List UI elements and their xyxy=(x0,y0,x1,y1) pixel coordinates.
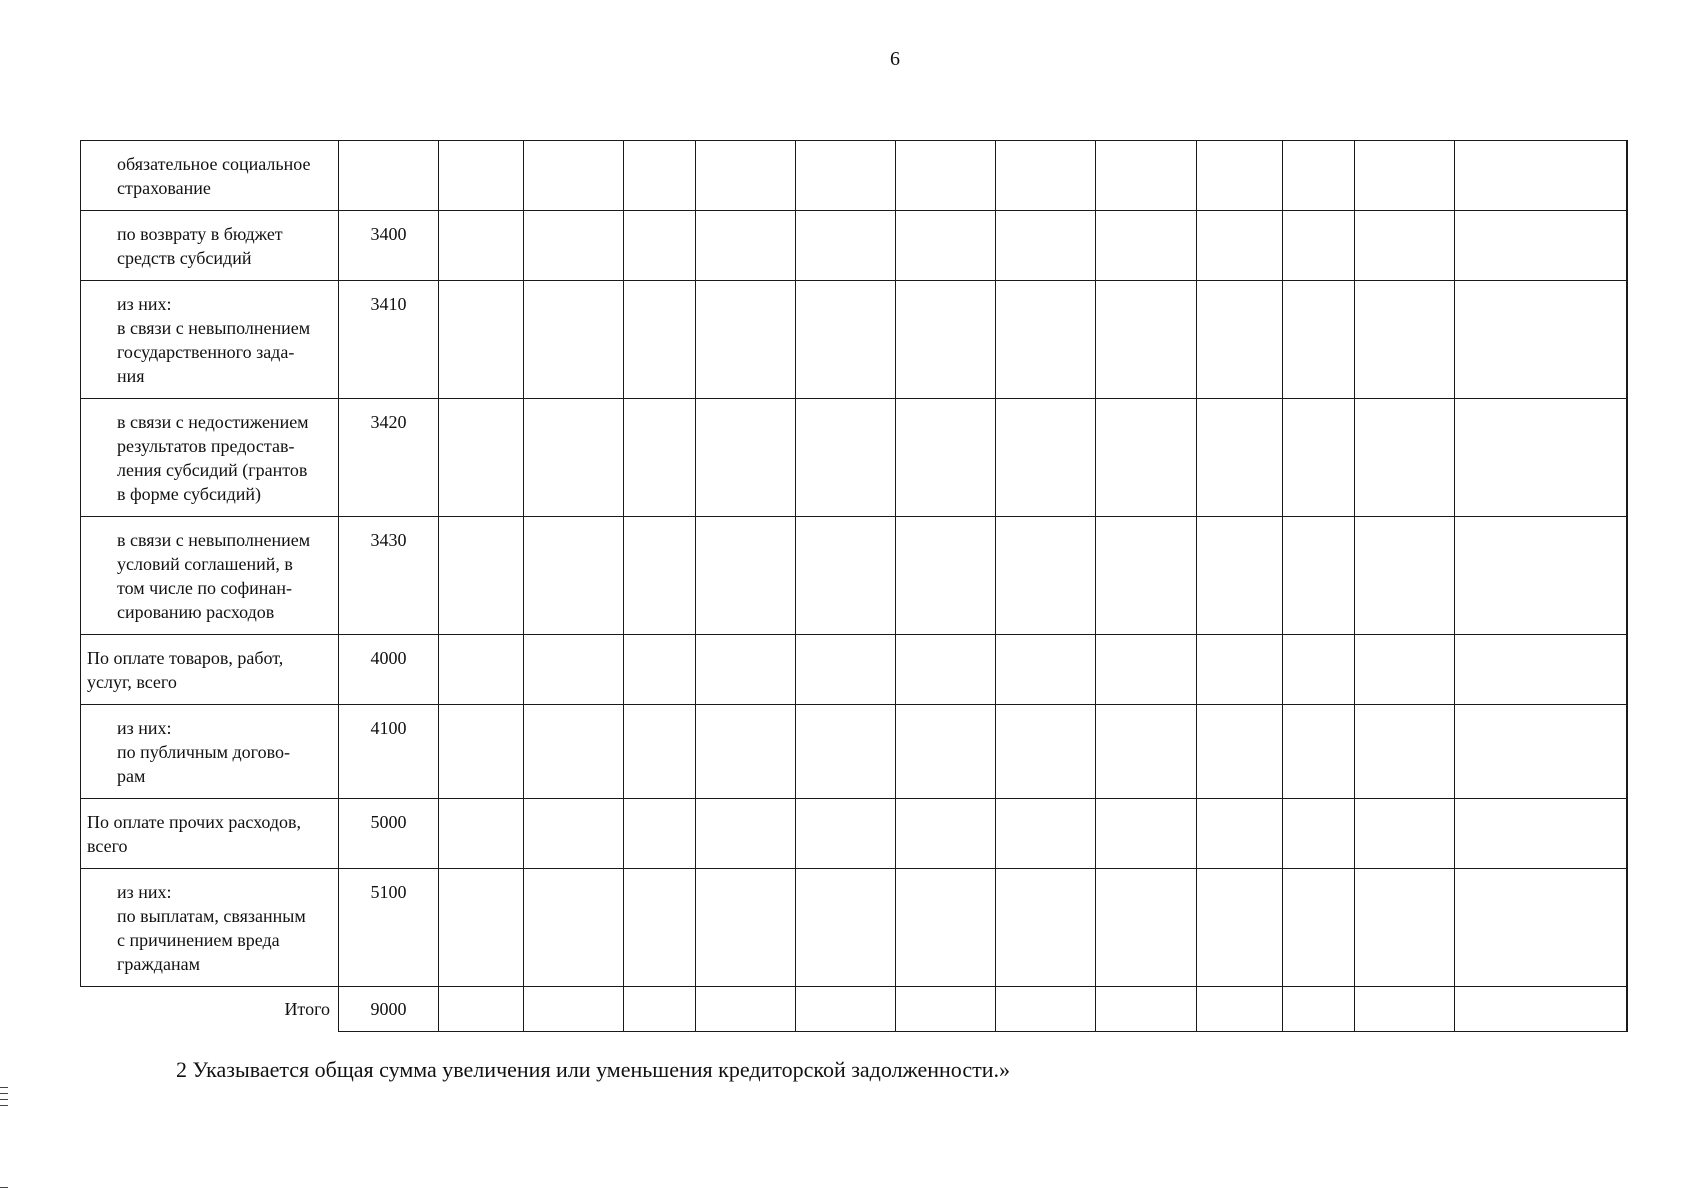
value-cell xyxy=(996,869,1096,987)
row-label-line: из них: xyxy=(117,718,172,738)
value-cell xyxy=(696,987,796,1032)
row-label-line: из них: xyxy=(117,294,172,314)
margin-mark xyxy=(0,1187,8,1188)
row-label-line: страхование xyxy=(117,178,211,198)
total-label: Итого xyxy=(284,999,330,1019)
value-cell xyxy=(1627,869,1628,987)
value-cell xyxy=(996,211,1096,281)
value-cell xyxy=(1355,635,1455,705)
value-cell xyxy=(1627,987,1628,1032)
table-row xyxy=(81,869,1628,987)
value-cell xyxy=(796,211,896,281)
value-cell xyxy=(439,987,524,1032)
row-label-line: гражданам xyxy=(117,954,200,974)
value-cell xyxy=(1627,281,1628,399)
value-cell xyxy=(1197,705,1283,799)
value-cell xyxy=(696,799,796,869)
value-cell xyxy=(1096,517,1197,635)
value-cell xyxy=(524,869,624,987)
row-label-line: из них: xyxy=(117,882,172,902)
row-label xyxy=(81,705,339,799)
table-row xyxy=(81,211,1628,281)
value-cell xyxy=(1627,635,1628,705)
row-code: 9000 xyxy=(339,987,439,1032)
value-cell xyxy=(896,635,996,705)
row-label xyxy=(81,987,339,1032)
row-label-line: в связи с невыполнением xyxy=(117,530,311,550)
value-cell xyxy=(1197,399,1283,517)
value-cell xyxy=(996,635,1096,705)
row-label-line: рам xyxy=(117,766,146,786)
value-cell xyxy=(524,705,624,799)
value-cell xyxy=(1455,281,1627,399)
value-cell xyxy=(1355,211,1455,281)
value-cell xyxy=(1283,211,1355,281)
row-label xyxy=(81,281,339,399)
value-cell xyxy=(439,705,524,799)
value-cell xyxy=(524,141,624,211)
row-label-line: по выплатам, связанным xyxy=(117,906,306,926)
row-label-line: средств субсидий xyxy=(117,248,252,268)
footnote: 2 Указывается общая сумма увеличения или уменьшения кредиторской задолженности.» xyxy=(176,1057,1010,1082)
row-label-line: ления субсидий (грантов xyxy=(117,460,308,480)
value-cell xyxy=(1455,399,1627,517)
value-cell xyxy=(624,799,696,869)
value-cell xyxy=(1455,987,1627,1032)
value-cell xyxy=(1096,869,1197,987)
value-cell xyxy=(1283,141,1355,211)
value-cell xyxy=(624,987,696,1032)
value-cell xyxy=(696,869,796,987)
value-cell xyxy=(524,635,624,705)
row-label-line: По оплате товаров, работ, xyxy=(87,648,284,668)
value-cell xyxy=(1283,987,1355,1032)
value-cell xyxy=(1627,799,1628,869)
value-cell xyxy=(796,799,896,869)
value-cell xyxy=(996,141,1096,211)
value-cell xyxy=(1197,987,1283,1032)
value-cell xyxy=(1283,517,1355,635)
row-label-line: результатов предостав- xyxy=(117,436,295,456)
value-cell xyxy=(1283,635,1355,705)
value-cell xyxy=(439,635,524,705)
value-cell xyxy=(796,705,896,799)
row-code: 5100 xyxy=(339,869,439,987)
value-cell xyxy=(1455,799,1627,869)
value-cell xyxy=(796,869,896,987)
value-cell xyxy=(1096,705,1197,799)
value-cell xyxy=(896,281,996,399)
value-cell xyxy=(1455,705,1627,799)
value-cell xyxy=(1197,799,1283,869)
row-label-line: сированию расходов xyxy=(117,602,275,622)
row-code: 3420 xyxy=(339,399,439,517)
value-cell xyxy=(524,211,624,281)
value-cell xyxy=(1096,281,1197,399)
row-code: 5000 xyxy=(339,799,439,869)
value-cell xyxy=(624,211,696,281)
value-cell xyxy=(624,705,696,799)
table-row xyxy=(81,281,1628,399)
value-cell xyxy=(696,399,796,517)
row-label-line: том числе по софинан- xyxy=(117,578,292,598)
table-row xyxy=(81,799,1628,869)
value-cell xyxy=(439,211,524,281)
value-cell xyxy=(796,987,896,1032)
value-cell xyxy=(1096,987,1197,1032)
margin-mark xyxy=(0,1093,8,1094)
value-cell xyxy=(896,211,996,281)
value-cell xyxy=(1355,399,1455,517)
value-cell xyxy=(439,399,524,517)
value-cell xyxy=(1197,211,1283,281)
row-label-line: в связи с невыполнением xyxy=(117,318,311,338)
value-cell xyxy=(696,705,796,799)
row-code: 4000 xyxy=(339,635,439,705)
value-cell xyxy=(996,281,1096,399)
value-cell xyxy=(439,799,524,869)
value-cell xyxy=(1455,141,1627,211)
value-cell xyxy=(1355,517,1455,635)
value-cell xyxy=(1197,141,1283,211)
row-label-line: государственного зада- xyxy=(117,342,295,362)
value-cell xyxy=(996,987,1096,1032)
value-cell xyxy=(896,705,996,799)
value-cell xyxy=(1627,141,1628,211)
row-code: 3410 xyxy=(339,281,439,399)
value-cell xyxy=(896,869,996,987)
value-cell xyxy=(524,399,624,517)
page-number: 6 xyxy=(890,48,900,70)
row-label-line: по публичным догово- xyxy=(117,742,290,762)
value-cell xyxy=(1283,399,1355,517)
value-cell xyxy=(796,399,896,517)
value-cell xyxy=(696,211,796,281)
value-cell xyxy=(1455,211,1627,281)
value-cell xyxy=(1096,635,1197,705)
value-cell xyxy=(1197,281,1283,399)
value-cell xyxy=(439,141,524,211)
value-cell xyxy=(896,141,996,211)
row-label xyxy=(81,399,339,517)
value-cell xyxy=(1096,799,1197,869)
margin-mark xyxy=(0,1099,8,1100)
table-row xyxy=(81,705,1628,799)
value-cell xyxy=(996,705,1096,799)
value-cell xyxy=(796,141,896,211)
value-cell xyxy=(996,517,1096,635)
table-row xyxy=(81,399,1628,517)
value-cell xyxy=(1283,799,1355,869)
value-cell xyxy=(439,869,524,987)
value-cell xyxy=(696,141,796,211)
row-label-line: По оплате прочих расходов, xyxy=(87,812,302,832)
value-cell xyxy=(1355,705,1455,799)
value-cell xyxy=(896,517,996,635)
row-label xyxy=(81,517,339,635)
value-cell xyxy=(996,399,1096,517)
value-cell xyxy=(1096,211,1197,281)
row-label-line: услуг, всего xyxy=(87,672,177,692)
value-cell xyxy=(624,281,696,399)
value-cell xyxy=(696,635,796,705)
table-row xyxy=(81,635,1628,705)
value-cell xyxy=(624,141,696,211)
value-cell xyxy=(1096,399,1197,517)
row-label xyxy=(81,211,339,281)
value-cell xyxy=(1455,635,1627,705)
row-code: 3430 xyxy=(339,517,439,635)
row-code: 4100 xyxy=(339,705,439,799)
value-cell xyxy=(1197,635,1283,705)
value-cell xyxy=(524,987,624,1032)
value-cell xyxy=(624,869,696,987)
row-label-line: ния xyxy=(117,366,145,386)
value-cell xyxy=(796,517,896,635)
value-cell xyxy=(1455,869,1627,987)
value-cell xyxy=(1283,281,1355,399)
value-cell xyxy=(524,517,624,635)
value-cell xyxy=(524,281,624,399)
value-cell xyxy=(1197,869,1283,987)
margin-mark xyxy=(0,1105,8,1106)
value-cell xyxy=(439,517,524,635)
value-cell xyxy=(1627,399,1628,517)
value-cell xyxy=(1355,869,1455,987)
row-label xyxy=(81,635,339,705)
value-cell xyxy=(696,281,796,399)
report-table xyxy=(80,140,1628,1032)
value-cell xyxy=(896,987,996,1032)
value-cell xyxy=(439,281,524,399)
value-cell xyxy=(796,281,896,399)
value-cell xyxy=(1355,141,1455,211)
row-code: 3400 xyxy=(339,211,439,281)
value-cell xyxy=(1627,705,1628,799)
table-total-row xyxy=(81,987,1628,1032)
value-cell xyxy=(624,517,696,635)
row-label xyxy=(81,799,339,869)
value-cell xyxy=(1355,799,1455,869)
value-cell xyxy=(624,635,696,705)
value-cell xyxy=(1283,869,1355,987)
value-cell xyxy=(1355,281,1455,399)
value-cell xyxy=(624,399,696,517)
row-label-line: с причинением вреда xyxy=(117,930,280,950)
row-code xyxy=(339,141,439,211)
value-cell xyxy=(1627,517,1628,635)
row-label-line: в связи с недостижением xyxy=(117,412,309,432)
value-cell xyxy=(996,799,1096,869)
margin-mark xyxy=(0,1087,8,1088)
row-label-line: обязательное социальное xyxy=(117,154,311,174)
value-cell xyxy=(796,635,896,705)
value-cell xyxy=(896,399,996,517)
value-cell xyxy=(696,517,796,635)
table-row xyxy=(81,141,1628,211)
value-cell xyxy=(1096,141,1197,211)
row-label-line: по возврату в бюджет xyxy=(117,224,283,244)
row-label xyxy=(81,869,339,987)
value-cell xyxy=(1627,211,1628,281)
value-cell xyxy=(1197,517,1283,635)
row-label-line: в форме субсидий) xyxy=(117,484,261,504)
value-cell xyxy=(896,799,996,869)
row-label-line: всего xyxy=(87,836,128,856)
row-label-line: условий соглашений, в xyxy=(117,554,293,574)
value-cell xyxy=(1455,517,1627,635)
value-cell xyxy=(1355,987,1455,1032)
value-cell xyxy=(524,799,624,869)
table-row xyxy=(81,517,1628,635)
row-label xyxy=(81,141,339,211)
value-cell xyxy=(1283,705,1355,799)
